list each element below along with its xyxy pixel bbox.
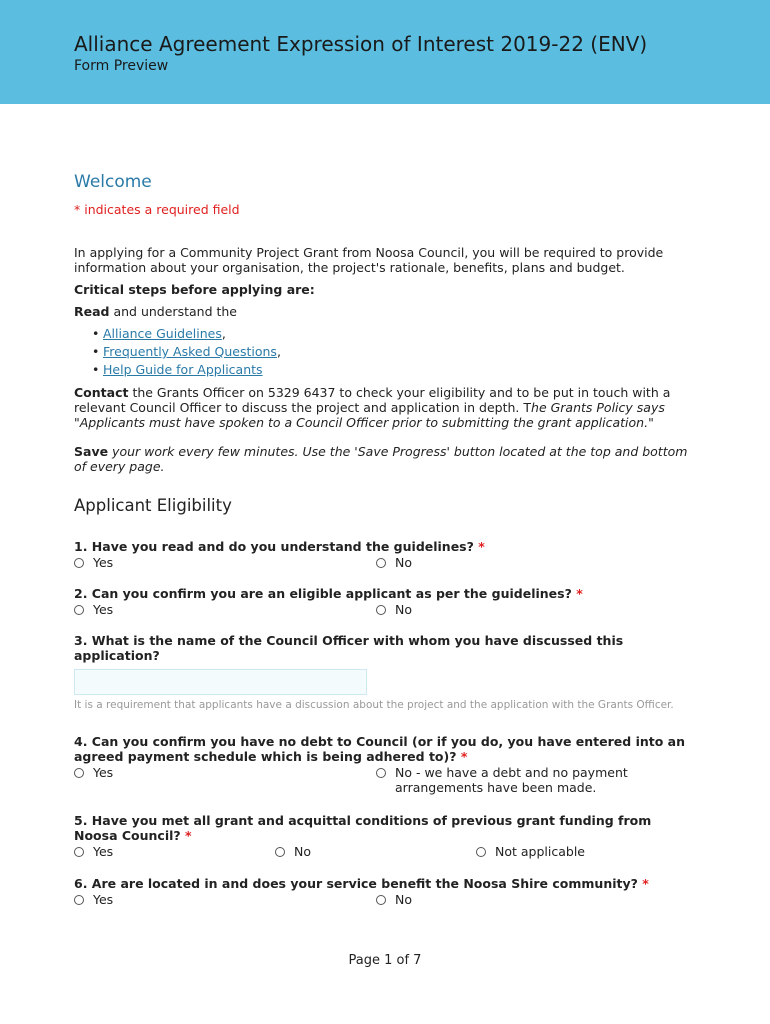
question-6 bbox=[74, 876, 694, 908]
radio-button[interactable] bbox=[74, 558, 84, 568]
option-label: No bbox=[294, 844, 311, 859]
radio-group bbox=[74, 844, 694, 860]
save-paragraph bbox=[74, 444, 694, 474]
radio-group bbox=[74, 765, 694, 797]
option-label: Yes bbox=[93, 765, 114, 780]
question-text: 1. Have you read and do you understand the guidelines? bbox=[74, 539, 474, 554]
option-label: Yes bbox=[93, 844, 114, 859]
question-5 bbox=[74, 813, 694, 860]
contact-paragraph bbox=[74, 385, 694, 430]
form-content bbox=[74, 170, 694, 908]
required-marker: * bbox=[460, 749, 468, 764]
radio-group bbox=[74, 892, 694, 908]
option-yes[interactable] bbox=[74, 602, 113, 617]
guideline-links bbox=[92, 325, 694, 379]
question-label bbox=[74, 734, 694, 764]
option-yes[interactable] bbox=[74, 844, 113, 859]
contact-bold: Contact bbox=[74, 385, 129, 400]
option-no[interactable] bbox=[376, 892, 412, 907]
option-no-debt[interactable] bbox=[376, 765, 666, 795]
form-subtitle: Form Preview bbox=[74, 58, 169, 74]
field-hint: It is a requirement that applicants have a discussion about the project and the application with the Grants Officer. bbox=[74, 699, 674, 711]
radio-button[interactable] bbox=[376, 558, 386, 568]
required-field-note: * indicates a required field bbox=[74, 202, 240, 217]
question-label bbox=[74, 876, 694, 891]
radio-button[interactable] bbox=[275, 847, 285, 857]
question-text: 4. Can you confirm you have no debt to Council (or if you do, you have entered into an agreed payment schedule which is being adhered to)? bbox=[74, 734, 686, 764]
question-label bbox=[74, 586, 694, 601]
link-suffix: , bbox=[276, 344, 281, 359]
option-yes[interactable] bbox=[74, 765, 113, 780]
option-no[interactable] bbox=[376, 602, 412, 617]
question-3 bbox=[74, 633, 694, 712]
required-marker: * bbox=[185, 828, 192, 843]
radio-button[interactable] bbox=[74, 847, 84, 857]
radio-button[interactable] bbox=[376, 605, 386, 615]
option-label: No bbox=[395, 555, 412, 570]
option-no[interactable] bbox=[376, 555, 412, 570]
radio-button[interactable] bbox=[376, 768, 386, 778]
save-bold: Save bbox=[74, 444, 109, 459]
list-item bbox=[92, 325, 694, 343]
alliance-guidelines-link[interactable]: Alliance Guidelines bbox=[103, 326, 222, 341]
question-2 bbox=[74, 586, 694, 618]
option-label: Yes bbox=[93, 892, 114, 907]
critical-steps-heading: Critical steps before applying are: bbox=[74, 282, 315, 297]
question-1 bbox=[74, 539, 694, 571]
radio-group bbox=[74, 555, 694, 571]
page-indicator: Page 1 of 7 bbox=[348, 953, 422, 968]
form-title: Alliance Agreement Expression of Interest 2019-22 (ENV) bbox=[74, 32, 648, 56]
question-4 bbox=[74, 734, 694, 797]
contact-italic: he Grants Policy says "Applicants must have spoken to a Council Officer prior to submitting the grant application." bbox=[74, 400, 665, 430]
question-label bbox=[74, 813, 694, 843]
radio-button[interactable] bbox=[74, 895, 84, 905]
radio-button[interactable] bbox=[476, 847, 486, 857]
option-label: Yes bbox=[93, 555, 114, 570]
faq-link[interactable]: Frequently Asked Questions bbox=[103, 344, 277, 359]
option-yes[interactable] bbox=[74, 555, 113, 570]
read-line bbox=[74, 304, 694, 319]
required-marker: * bbox=[576, 586, 583, 601]
form-header bbox=[0, 0, 770, 104]
option-label: Not applicable bbox=[495, 844, 585, 859]
radio-button[interactable] bbox=[376, 895, 386, 905]
question-label bbox=[74, 539, 694, 554]
read-bold: Read bbox=[74, 304, 110, 319]
question-text: 2. Can you confirm you are an eligible applicant as per the guidelines? bbox=[74, 586, 572, 601]
required-marker: * bbox=[478, 539, 485, 554]
question-label: 3. What is the name of the Council Officer with whom you have discussed this application? bbox=[74, 633, 624, 663]
save-italic: your work every few minutes. Use the 'Save Progress' button located at the top and bottom of every page. bbox=[74, 444, 688, 474]
option-no[interactable] bbox=[275, 844, 311, 859]
option-yes[interactable] bbox=[74, 892, 113, 907]
option-label: No - we have a debt and no payment arrangements have been made. bbox=[395, 765, 628, 795]
question-text: 6. Are are located in and does your service benefit the Noosa Shire community? bbox=[74, 876, 638, 891]
list-item bbox=[92, 343, 694, 361]
help-guide-link[interactable]: Help Guide for Applicants bbox=[103, 362, 263, 377]
question-text: 5. Have you met all grant and acquittal conditions of previous grant funding from Noosa Council? bbox=[74, 813, 652, 843]
option-label: No bbox=[395, 602, 412, 617]
contact-rest: the Grants Officer on 5329 6437 to check your eligibility and to be put in touch with a relevant Council Officer to discuss the project and application in depth. T bbox=[74, 385, 671, 415]
option-label: No bbox=[395, 892, 412, 907]
option-not-applicable[interactable] bbox=[476, 844, 585, 859]
list-item bbox=[92, 361, 694, 379]
link-suffix: , bbox=[221, 326, 226, 341]
welcome-heading: Welcome bbox=[74, 172, 152, 192]
eligibility-heading: Applicant Eligibility bbox=[74, 496, 232, 515]
read-rest: and understand the bbox=[109, 304, 237, 319]
intro-paragraph: In applying for a Community Project Grant from Noosa Council, you will be required to provide information about your organisation, the project's rationale, benefits, plans and budget. bbox=[74, 245, 664, 275]
radio-group bbox=[74, 602, 694, 618]
option-label: Yes bbox=[93, 602, 114, 617]
council-officer-name-input[interactable] bbox=[74, 669, 367, 695]
radio-button[interactable] bbox=[74, 768, 84, 778]
radio-button[interactable] bbox=[74, 605, 84, 615]
required-marker: * bbox=[642, 876, 649, 891]
